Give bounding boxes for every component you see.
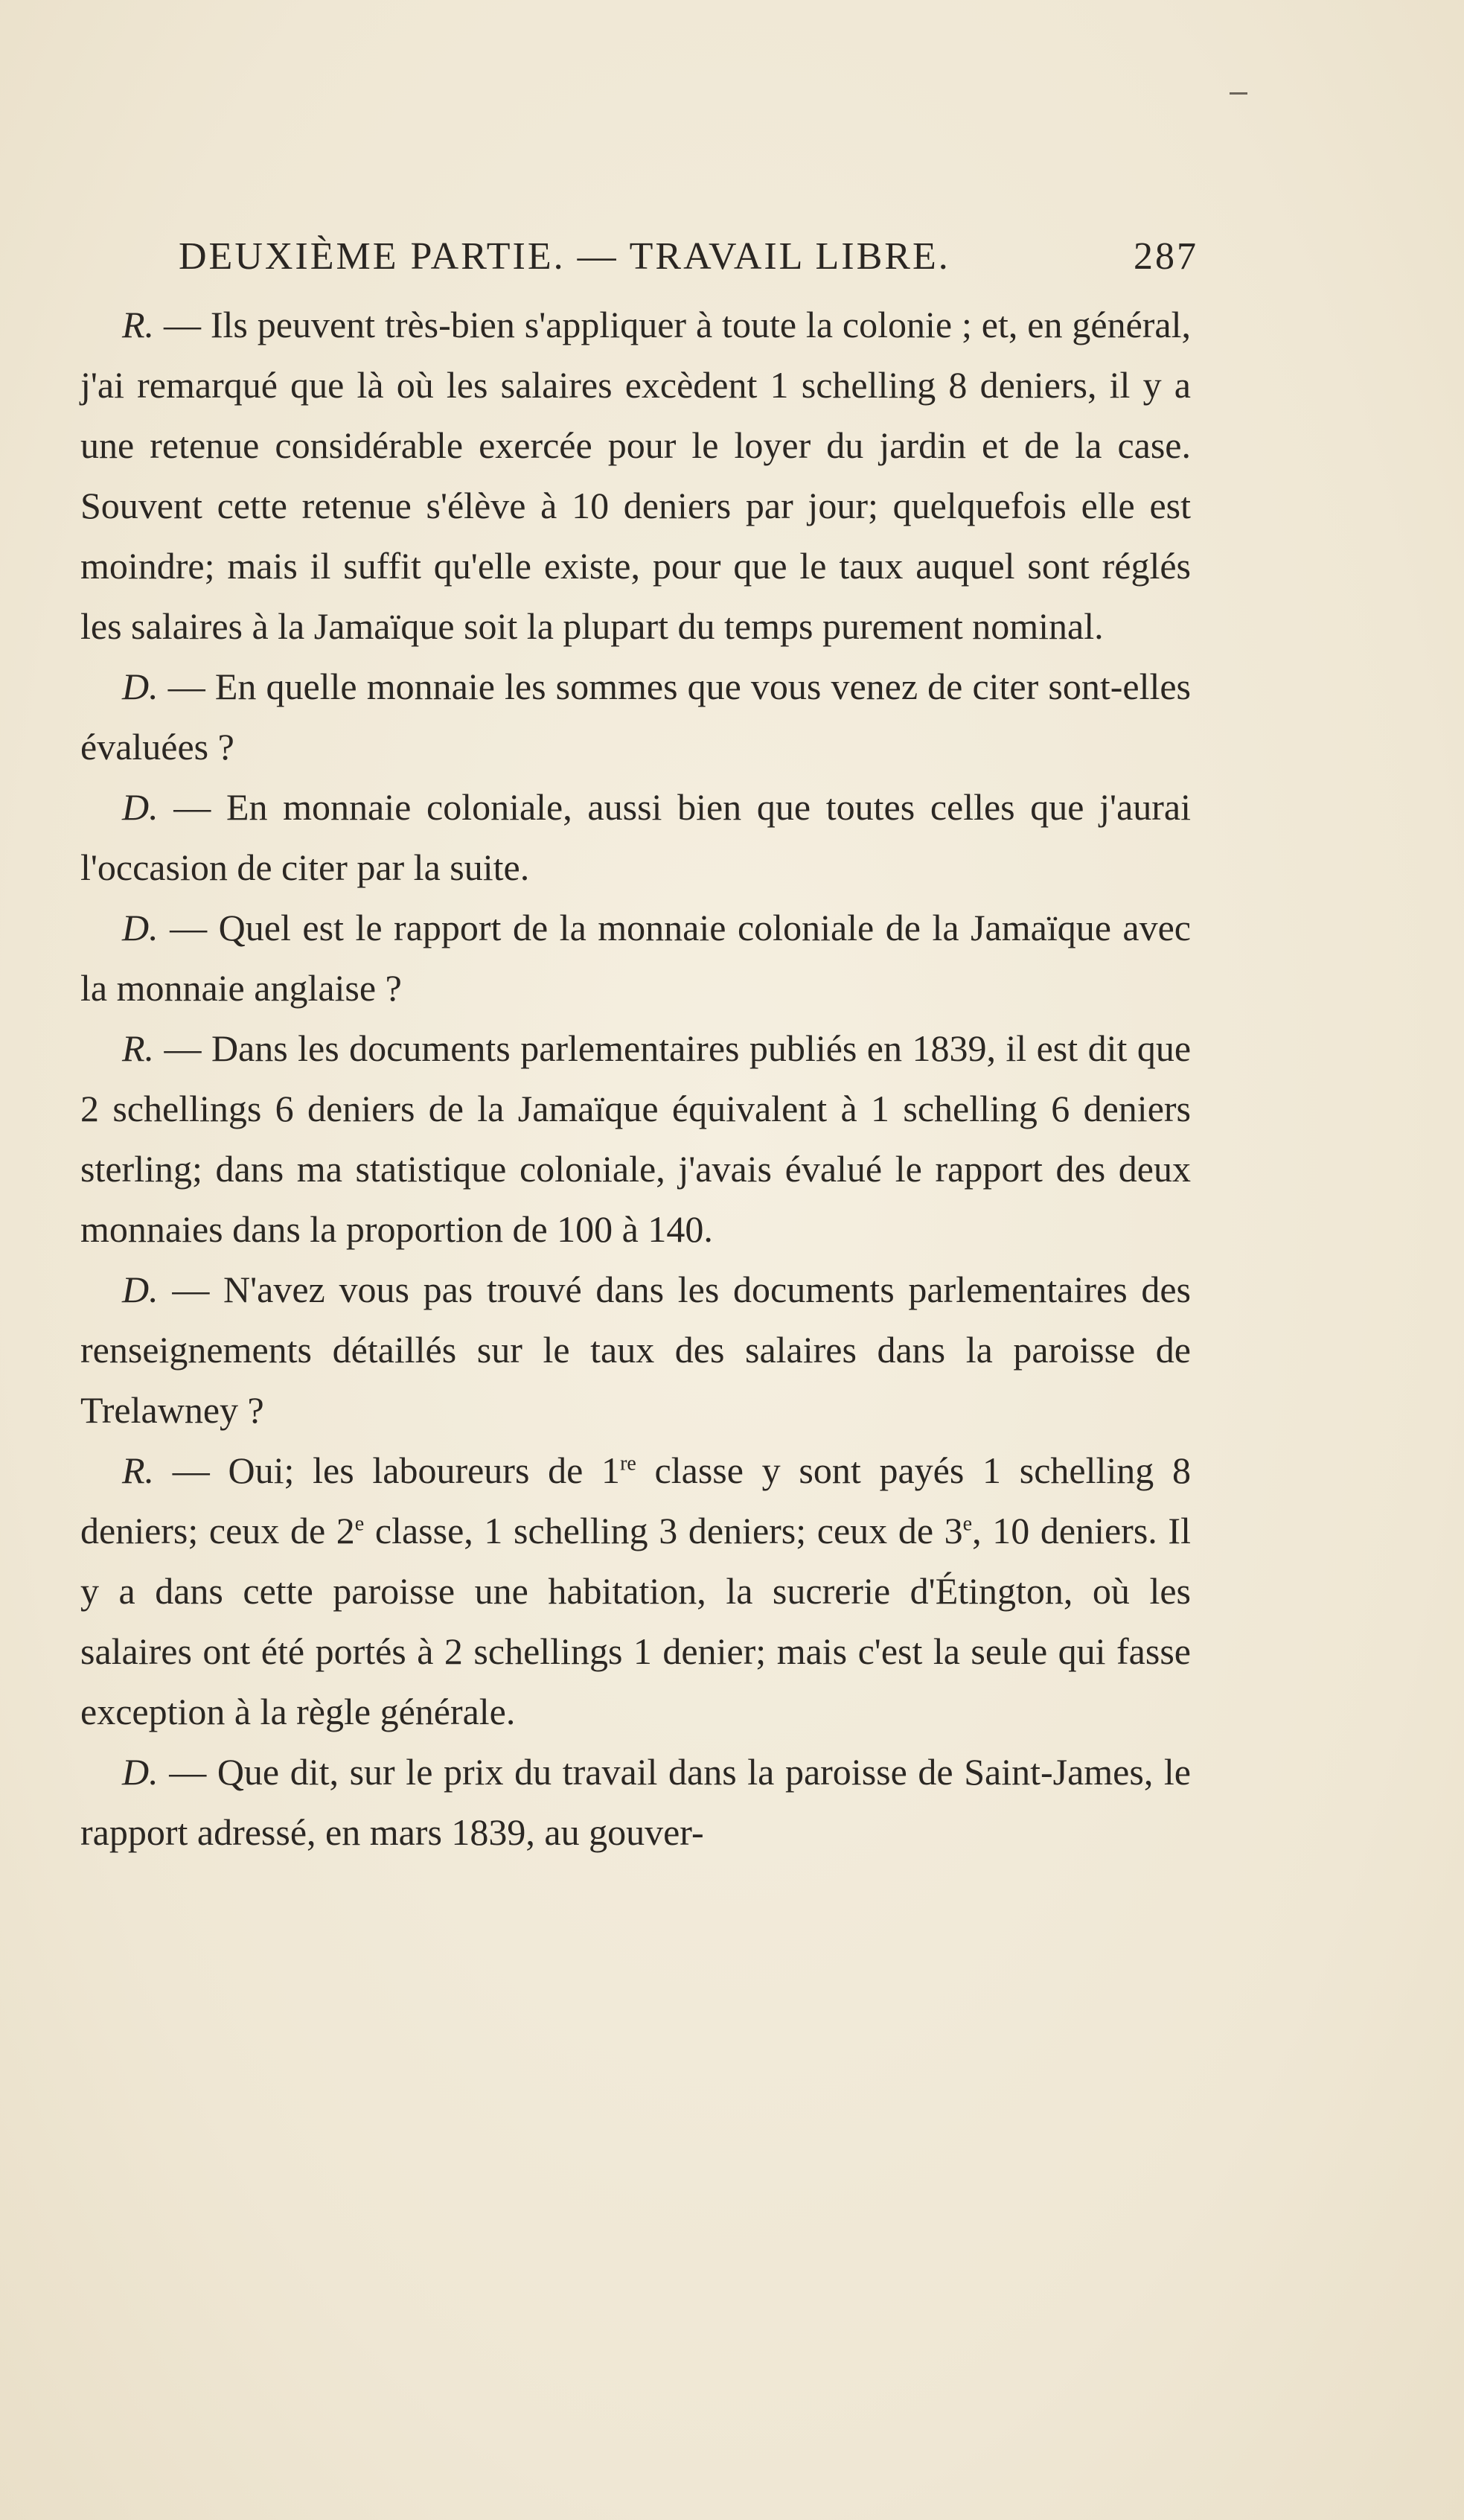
superscript: re <box>620 1452 636 1476</box>
speaker-label: D. <box>122 666 159 707</box>
paragraph-text-middle: classe y sont payés 1 schelling 8 deniers; ceux de 2 <box>80 1449 1191 1551</box>
speaker-label: D. <box>122 907 159 948</box>
paragraph-text: — Dans les documents parlementaires publiés en 1839, il est dit que 2 schellings 6 deniers de la Jamaïque équivalent à 1 schelling 6 deniers sterling; dans ma statistique coloniale, j'avais évalué le rapport des deux monnaies dans la proportion de 100 à 140. <box>80 1027 1192 1250</box>
speaker-label: R. <box>122 304 155 345</box>
paragraph <box>80 1742 1191 1863</box>
paragraph-text: — En monnaie coloniale, aussi bien que toutes celles que j'aurai l'occasion de citer par la suite. <box>80 786 1191 888</box>
paragraph-text-middle: classe, 1 schelling 3 deniers; ceux de 3 <box>364 1510 963 1551</box>
margin-mark <box>1230 92 1247 95</box>
speaker-label: D. <box>122 1751 159 1793</box>
page-number: 287 <box>1134 235 1198 278</box>
page-body <box>80 295 1191 1863</box>
paragraph-text-start: — Oui; les laboureurs de 1 <box>172 1449 621 1491</box>
paragraph <box>80 777 1191 898</box>
speaker-label: R. <box>122 1027 155 1069</box>
superscript: e <box>962 1512 973 1536</box>
paragraph <box>80 295 1191 657</box>
paragraph-text: — En quelle monnaie les sommes que vous venez de citer sont-elles évaluées ? <box>80 666 1191 768</box>
paragraph <box>80 657 1191 777</box>
speaker-label: R. <box>122 1449 155 1491</box>
paragraph <box>80 1260 1191 1441</box>
paragraph-text: — Que dit, sur le prix du travail dans la paroisse de Saint-James, le rapport adressé, en mars 1839, au gouver- <box>80 1751 1192 1853</box>
paragraph-text: — Ils peuvent très-bien s'appliquer à toute la colonie ; et, en général, j'ai remarqué que là où les salaires excèdent 1 schelling 8 deniers, il y a une retenue considérable exercée pour le loyer du jardin et de la case. Souvent cette retenue s'élève à 10 deniers par jour; quelquefois elle est moindre; mais il suffit qu'elle existe, pour que le taux auquel sont réglés les salaires à la Jamaïque soit la plupart du temps purement nominal. <box>80 304 1191 647</box>
superscript: e <box>354 1512 365 1536</box>
paragraph <box>80 1441 1191 1742</box>
running-header <box>179 223 1198 290</box>
paragraph-text-end: , 10 deniers. Il y a dans cette paroisse une habitation, la sucrerie d'Étington, où les salaires ont été portés à 2 schellings 1 denier; mais c'est la seule qui fasse exception à la règle générale. <box>80 1510 1191 1732</box>
paragraph-text: — Quel est le rapport de la monnaie coloniale de la Jamaïque avec la monnaie anglaise ? <box>80 907 1192 1009</box>
paragraph-text: — N'avez vous pas trouvé dans les documents parlementaires des renseignements détaillés sur le taux des salaires dans la paroisse de Trelawney ? <box>80 1269 1192 1431</box>
paragraph <box>80 898 1191 1018</box>
speaker-label: D. <box>122 786 159 828</box>
paragraph <box>80 1018 1191 1260</box>
speaker-label: D. <box>122 1269 159 1310</box>
running-title: DEUXIÈME PARTIE. — TRAVAIL LIBRE. <box>179 235 950 278</box>
